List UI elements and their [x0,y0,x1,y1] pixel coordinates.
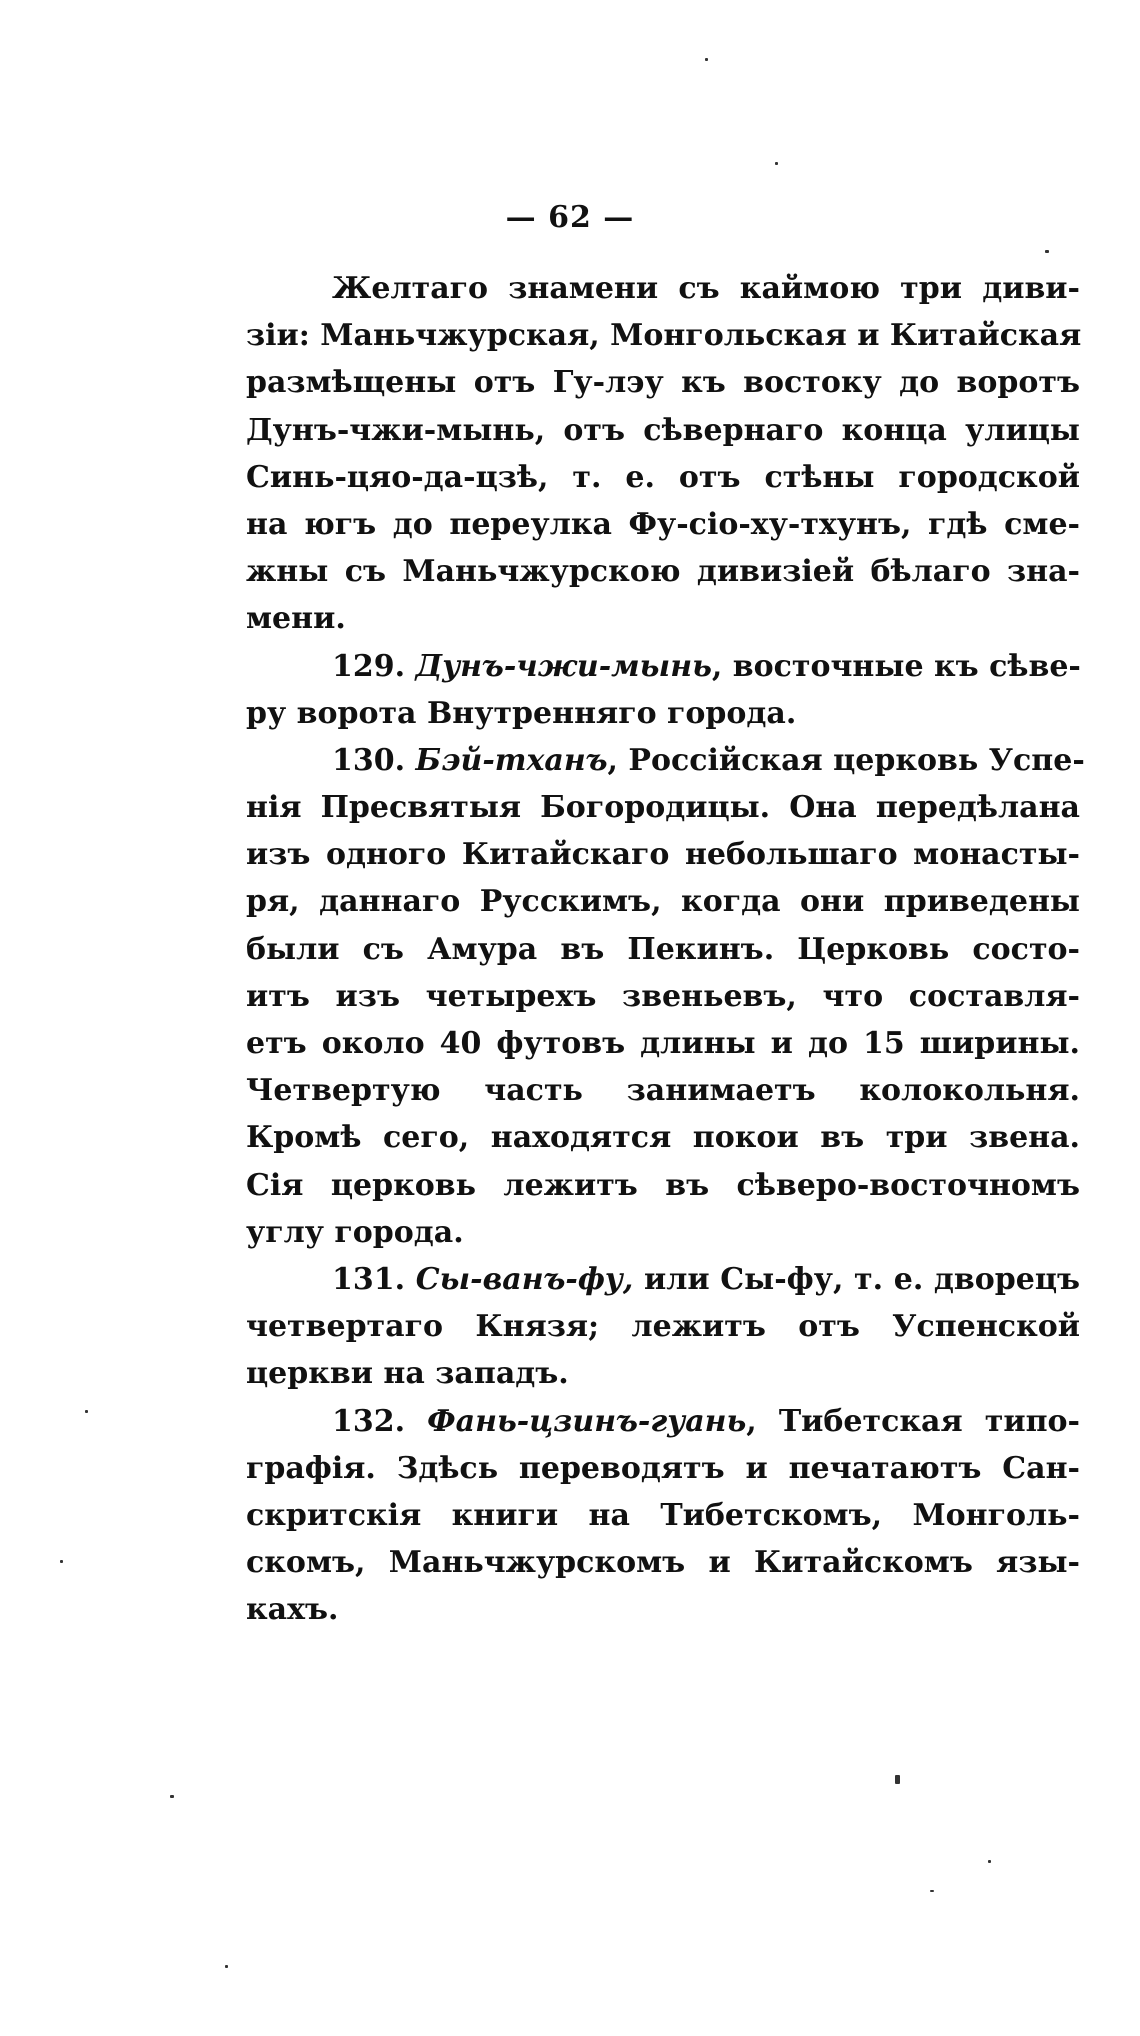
text-segment: , Тибетская типо- [746,1403,1080,1439]
text-segment: Дунъ-чжи-мынь, отъ сѣвернаго конца улицы [246,412,1080,448]
text-line [246,407,1080,454]
text-line [246,548,1080,595]
text-line [246,1114,1080,1161]
text-line [246,501,1080,548]
text-segment: церкви на западъ. [246,1356,569,1392]
text-segment: четвертаго Князя; лежитъ отъ Успенской [246,1309,1080,1345]
scan-speck [1045,250,1049,253]
text-segment: Четвертую часть занимаетъ колокольня. [246,1073,1080,1109]
text-line [246,1586,1080,1633]
text-segment: изъ одного Китайскаго небольшаго монасты- [246,837,1080,873]
text-line [246,1162,1080,1209]
text-segment: Сія церковь лежитъ въ сѣверо-восточномъ [246,1167,1080,1203]
text-segment: ря, даннаго Русскимъ, когда они приведены [246,884,1080,920]
italic-term: Сы-ванъ-фу, [415,1261,634,1297]
text-segment: ру ворота Внутренняго города. [246,695,797,731]
text-line [246,595,1080,642]
text-segment: мени. [246,601,346,637]
scan-speck [705,58,708,61]
scan-speck [775,162,778,165]
text-line [246,359,1080,406]
text-segment: нія Пресвятыя Богородицы. Она передѣлана [246,790,1080,826]
text-segment: размѣщены отъ Гу-лэу къ востоку до воротъ [246,365,1080,401]
text-line [246,784,1080,831]
scan-speck [60,1560,63,1563]
text-segment: 129. [332,648,416,684]
text-segment: углу города. [246,1214,464,1250]
text-segment: 132. [332,1403,428,1439]
scan-speck [170,1795,174,1798]
text-segment: зіи: Маньчжурская, Монгольская и Китайская [246,318,1082,354]
scan-speck [895,1775,900,1784]
text-segment: или Сы-фу, т. е. дворецъ [633,1261,1081,1297]
scan-speck [988,1860,991,1863]
text-segment: етъ около 40 футовъ длины и до 15 ширины. [246,1026,1080,1061]
text-line [246,926,1080,973]
text-segment: скритскія книги на Тибетскомъ, Монголь- [246,1497,1080,1533]
text-line [246,973,1080,1020]
text-line [246,1492,1080,1539]
text-line [246,312,1080,359]
text-segment: скомъ, Маньчжурскомъ и Китайскомъ язы- [246,1545,1080,1581]
text-line [246,831,1080,878]
text-segment: графія. Здѣсь переводятъ и печатаютъ Сан- [246,1450,1080,1486]
text-segment: , восточные къ сѣве- [711,648,1081,684]
text-line [246,1398,1080,1445]
italic-term: Дунъ-чжи-мынь [415,648,712,684]
text-line [246,1303,1080,1350]
scan-speck [225,1965,228,1968]
text-segment: Кромѣ сего, находятся покои въ три звена. [246,1120,1080,1156]
italic-term: Бэй-тханъ [415,742,608,778]
scan-speck [930,1890,934,1892]
text-segment: кахъ. [246,1592,339,1628]
text-segment: Желтаго знамени съ каймою три диви- [332,271,1080,306]
text-segment: на югъ до переулка Фу-сіо-ху-тхунъ, гдѣ сме- [246,506,1080,542]
text-line [246,265,1080,312]
text-segment: , Россійская церковь Успе- [607,742,1085,778]
text-line [246,1256,1080,1303]
italic-term: Фань-цзинъ-гуань [427,1403,747,1439]
text-line [246,737,1085,784]
text-line [246,690,1080,737]
text-line [246,1350,1080,1397]
text-line [246,454,1080,501]
text-line [246,1209,1080,1256]
text-segment: итъ изъ четырехъ звеньевъ, что составля- [246,978,1080,1014]
body-text [246,265,1085,1633]
text-line [246,1539,1080,1586]
text-segment: Синь-цяо-да-цзѣ, т. е. отъ стѣны городской [246,459,1080,495]
text-line [246,643,1080,690]
text-segment: были съ Амура въ Пекинъ. Церковь состо- [246,931,1080,967]
text-line [246,1445,1080,1492]
text-line [246,1067,1080,1114]
text-segment: 131. [332,1261,416,1297]
text-segment: жны съ Маньчжурскою дивизіей бѣлаго зна- [246,554,1080,590]
text-line [246,878,1080,925]
scan-speck [85,1410,88,1413]
page-number: — 62 — [505,200,635,235]
text-segment: 130. [332,742,416,778]
text-line [246,1020,1080,1067]
